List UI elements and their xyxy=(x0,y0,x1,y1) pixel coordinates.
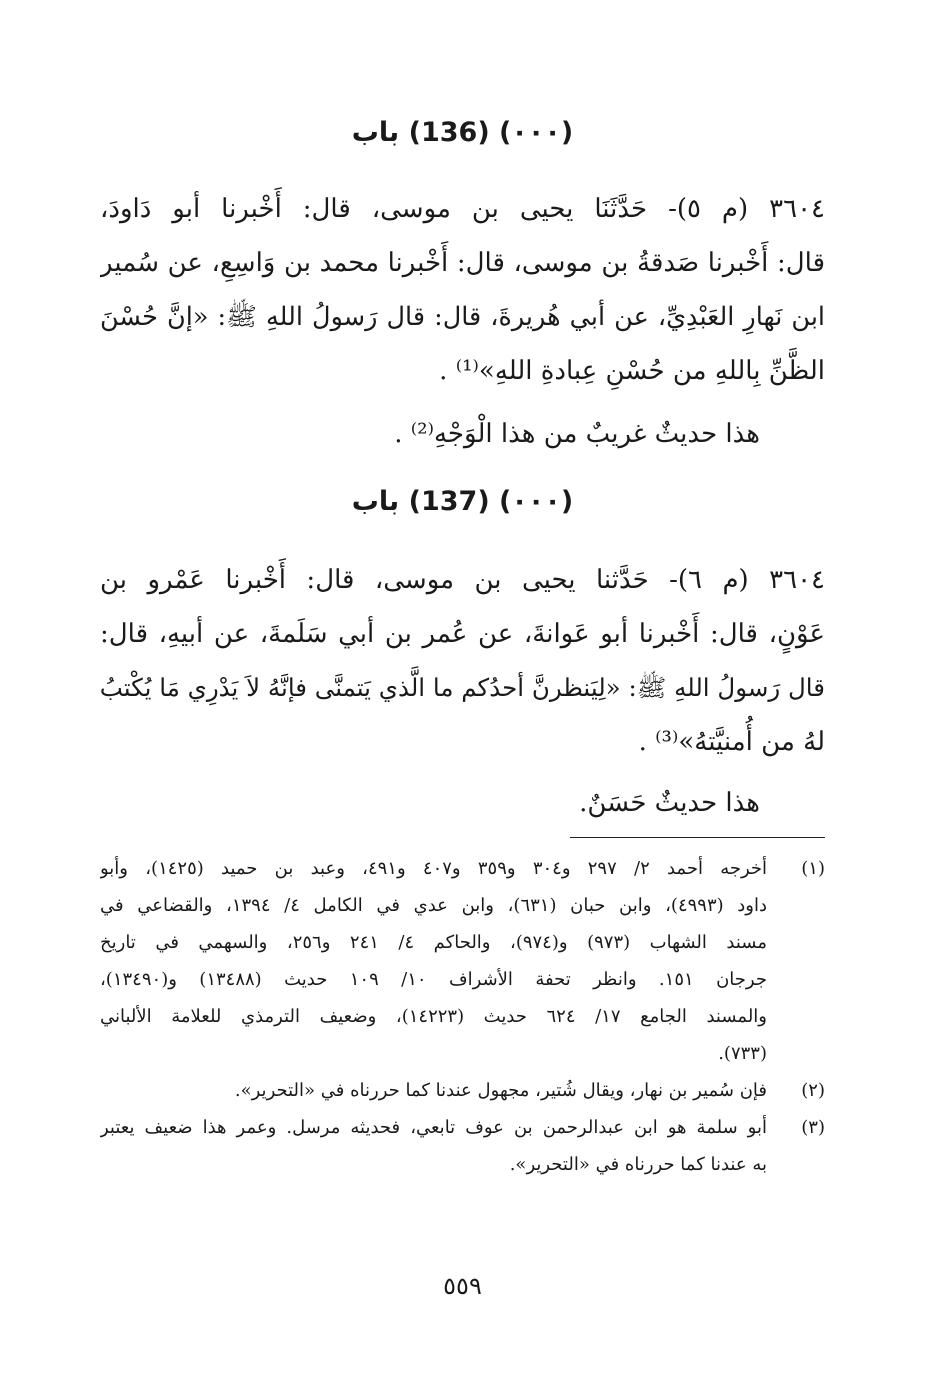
footnote-number: (٣) xyxy=(801,1117,825,1138)
footnote-line: (٧٣٣). xyxy=(718,1043,767,1064)
footnote-divider xyxy=(570,837,825,838)
grading-remark-2: هذا حديثٌ حَسَنٌ. xyxy=(579,788,760,818)
footnote-line: أخرجه أحمد ٢/ ٢٩٧ و٣٠٤ و٣٥٩ و٤٠٧ و٤٩١، وعبد بن حميد (١٤٢٥)، وأبو xyxy=(100,858,767,879)
hadith-line: ابن نَهارِ العَبْدِيِّ، عن أبي هُريرةَ، قال: قال رَسولُ اللهِ ﷺ: «إنَّ حُسْنَ xyxy=(100,302,825,332)
footnote-2 xyxy=(100,1072,825,1109)
hadith-line: عَوْنٍ، قال: أَخْبرنا أبو عَوانةَ، عن عُمر بن أبي سَلَمةَ، عن أبيهِ، قال: xyxy=(100,619,825,649)
footnote-1 xyxy=(100,850,825,1072)
footnote-line: أبو سلمة هو ابن عبدالرحمن بن عوف تابعي، فحديثه مرسل. وعمر هذا ضعيف يعتبر xyxy=(100,1117,767,1138)
grading-remark-1: هذا حديثٌ غريبٌ من هذا الْوَجْهِ⁽²⁾ . xyxy=(394,419,760,449)
hadith-line: لهُ من أُمنيَّتهُ»⁽³⁾ . xyxy=(638,727,825,757)
footnote-line: به عندنا كما حررناه في «التحرير». xyxy=(509,1154,767,1175)
chapter-heading-136: (٠٠٠) (136) باب xyxy=(351,117,574,148)
hadith-paragraph-2 xyxy=(100,553,825,769)
hadith-line: ٣٦٠٤ (م ٦)- حَدَّثنا يحيى بن موسى، قال: أَخْبرنا عَمْرو بن xyxy=(100,565,825,595)
hadith-line: الظَّنِّ بِاللهِ من حُسْنِ عِبادةِ اللهِ»⁽¹⁾ . xyxy=(439,356,825,386)
footnote-line: جرجان ١٥١. وانظر تحفة الأشراف ١٠/ ١٠٩ حديث (١٣٤٨٨) و(١٣٤٩٠)، xyxy=(100,969,767,990)
chapter-heading-137: (٠٠٠) (137) باب xyxy=(351,486,574,517)
book-page xyxy=(100,0,825,1384)
footnote-number: (٢) xyxy=(801,1080,825,1101)
footnote-number: (١) xyxy=(801,858,825,879)
page-number: ٥٥٩ xyxy=(443,1272,482,1300)
hadith-line: ٣٦٠٤ (م ٥)- حَدَّثَنَا يحيى بن موسى، قال: أَخْبرنا أبو دَاودَ، xyxy=(100,194,825,224)
footnote-line: فإن سُمير بن نهار، ويقال شُتير، مجهول عندنا كما حررناه في «التحرير». xyxy=(234,1080,767,1101)
hadith-paragraph-1 xyxy=(100,182,825,398)
footnote-3 xyxy=(100,1109,825,1183)
footnote-line: والمسند الجامع ١٧/ ٦٢٤ حديث (١٤٢٢٣)، وضعيف الترمذي للعلامة الألباني xyxy=(100,1006,767,1027)
hadith-line: قال: أَخْبرنا صَدقةُ بن موسى، قال: أَخْبرنا محمد بن وَاسِعِ، عن سُمير xyxy=(100,248,825,278)
footnotes xyxy=(100,850,825,1183)
footnote-line: مسند الشهاب (٩٧٣) و(٩٧٤)، والحاكم ٤/ ٢٤١ و٢٥٦، والسهمي في تاريخ xyxy=(100,932,767,953)
hadith-line: قال رَسولُ اللهِ ﷺ: «لِيَنظرنَّ أحدُكم ما الَّذي يَتمنَّى فإنَّهُ لاَ يَدْرِي مَا يُكْتبُ xyxy=(100,673,825,702)
footnote-line: داود (٤٩٩٣)، وابن حبان (٦٣١)، وابن عدي في الكامل ٤/ ١٣٩٤، والقضاعي في xyxy=(100,895,767,916)
